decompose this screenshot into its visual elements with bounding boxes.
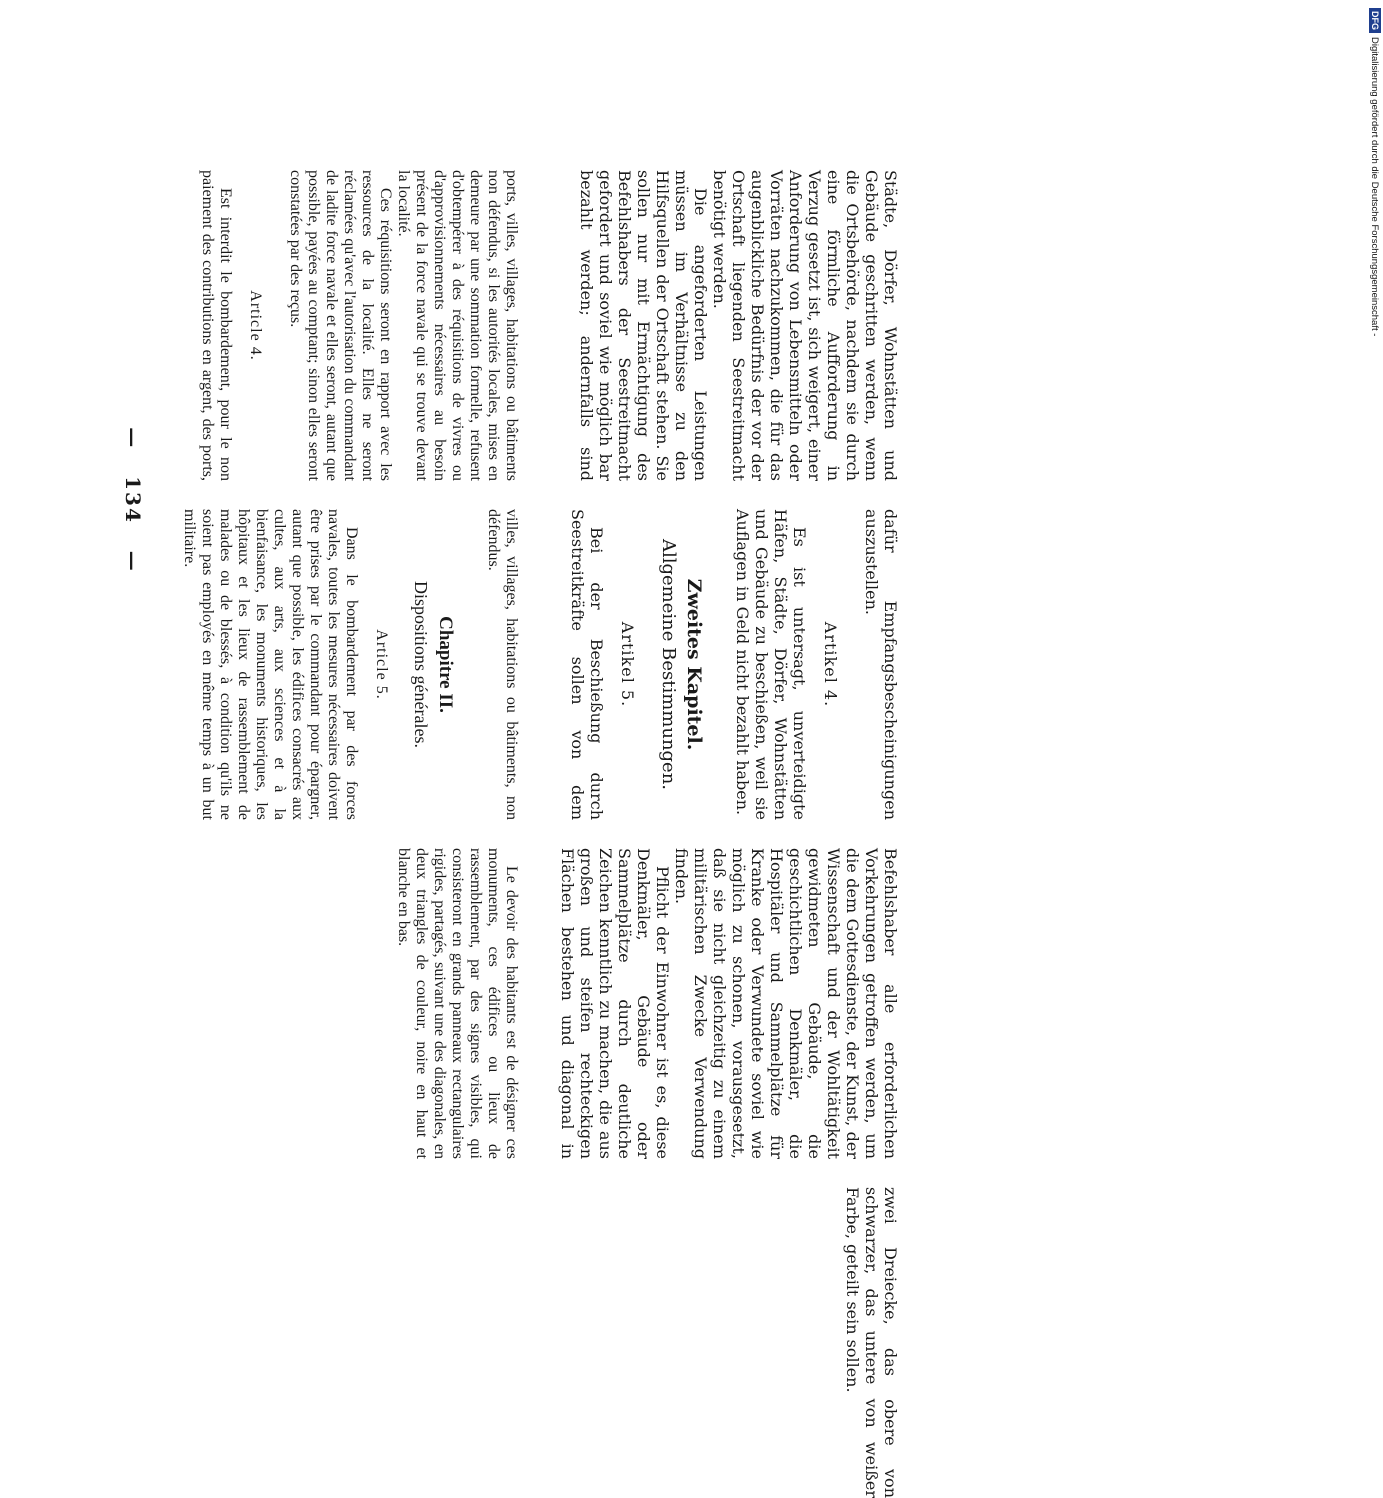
french-article-4-title: Article 4. xyxy=(247,290,264,361)
header-dash-left: — xyxy=(121,427,145,450)
german-column xyxy=(555,170,900,1498)
german-chapter-title: Zweites Kapitel. xyxy=(683,578,705,751)
german-intro: Städte, Dörfer, Wohnstätten und Gebäude geschritten werden, wenn die Ortsbehörde, nachdem sie durch eine förmliche Aufforderung in Verzug gesetzt ist, sich weigert, einer Anforderung von Lebensmitteln oder Vorräten nachzukommen, die für das augenblickliche Bedürfnis der vor der Ortschaft liegenden Seestreitmacht benötigt werden. xyxy=(710,170,900,481)
german-article-5-title: Artikel 5. xyxy=(618,621,637,708)
german-article-5-para-1: Bei der Beschießung durch Seestreitkräfte sollen von dem Befehlshaber alle erforderlichen Vorkehrungen getroffen werden, um die dem Gottesdienste, der Kunst, der Wissenschaft und der Wohltätigkeit gewidmeten Gebäude, die geschichtlichen Denkmäler, die Hospitäler und Sammelplätze für Kranke oder Verwundete soviel wie möglich zu schonen, vorausgesetzt, daß sie nicht gleichzeitig zu einem militärischen Zwecke Verwendung finden. xyxy=(568,509,900,1159)
french-intro: ports, villes, villages, habitations ou bâtiments non défendus, si les autorités locales, mises en demeure par une sommation formelle, refusent d'obtempérer à des réquisitions de vivres ou d'approvisionnements nécessaires au besoin présent de la force navale qui se trouve devant la localité. xyxy=(395,170,520,481)
french-article-5-para-2: Le devoir des habitants est de désigner ces monuments, ces édifices ou lieux de rassemblement, par des signes visibles, qui consisteront en grands panneaux rectangulaires rigides, partagés, suivant une des diagonales, en deux triangles de couleur, noire en haut et blanche en bas. xyxy=(395,848,520,1159)
french-paragraph-2: Ces réquisitions seront en rapport avec les ressources de la localité. Elles ne seront réclamées qu'avec l'autorisation du commandant de ladite force navale et elles seront, autant que possible, payées au comptant; sinon elles seront constatées par des reçus. xyxy=(287,170,394,481)
german-article-5-para-2: Pflicht der Einwohner ist es, diese Denkmäler, Gebäude oder Sammelplätze durch deutliche Zeichen kenntlich zu machen, die aus großen und steifen rechteckigen Flächen bestehen und diagonal in zwei Dreiecke, das obere von schwarzer, das untere von weißer Farbe, geteilt sein sollen. xyxy=(558,848,900,1498)
german-paragraph-2: Die angeforderten Leistungen müssen im Verhältnisse zu den Hilfsquellen der Ortschaft stehen. Sie sollen nur mit Ermächtigung des Befehlshabers der Seestreitmacht gefordert und soviel wie möglich bar bezahlt werden; andernfalls sind dafür Empfangsbescheinigungen auszustellen. xyxy=(577,170,900,820)
german-article-4-text: Es ist untersagt, unverteidigte Häfen, Städte, Dörfer, Wohnstätten und Gebäude zu beschießen, weil sie Auflagen in Geld nicht bezahlt haben. xyxy=(733,509,809,820)
german-article-4-title: Artikel 4. xyxy=(821,621,840,708)
french-chapter-title: Chapitre II. xyxy=(435,616,456,713)
page-header xyxy=(121,0,145,1000)
german-chapter-subtitle: Allgemeine Bestimmungen. xyxy=(658,538,679,791)
header-dash-right: — xyxy=(121,550,145,573)
dfg-logo: DFG xyxy=(1369,8,1381,33)
credit-strip xyxy=(1365,8,1381,398)
page-number: 134 xyxy=(121,476,145,524)
french-article-5-title: Article 5. xyxy=(373,629,390,700)
french-article-5-para-1: Dans le bombardement par des forces navales, toutes les mesures nécessaires doivent être prises par le commandant pour épargner, autant que possible, les édifices consacrés aux cultes, aux arts, aux sciences et à la bienfaisance, les monuments historiques, les hôpitaux et les lieux de rassemblement de malades ou de blessés, à condition qu'ils ne soient pas employés en même temps à un but militaire. xyxy=(181,509,360,820)
french-chapter-subtitle: Dispositions générales. xyxy=(411,581,431,748)
french-column xyxy=(175,170,520,1159)
french-article-4-text: Est interdit le bombardement, pour le non paiement des contributions en argent, des ports, villes, villages, habitations ou bâtiments, non défendus. xyxy=(199,170,520,820)
digitization-credit: Digitalisierung gefördert durch die Deutsche Forschungsgemeinschaft - xyxy=(1369,37,1381,337)
